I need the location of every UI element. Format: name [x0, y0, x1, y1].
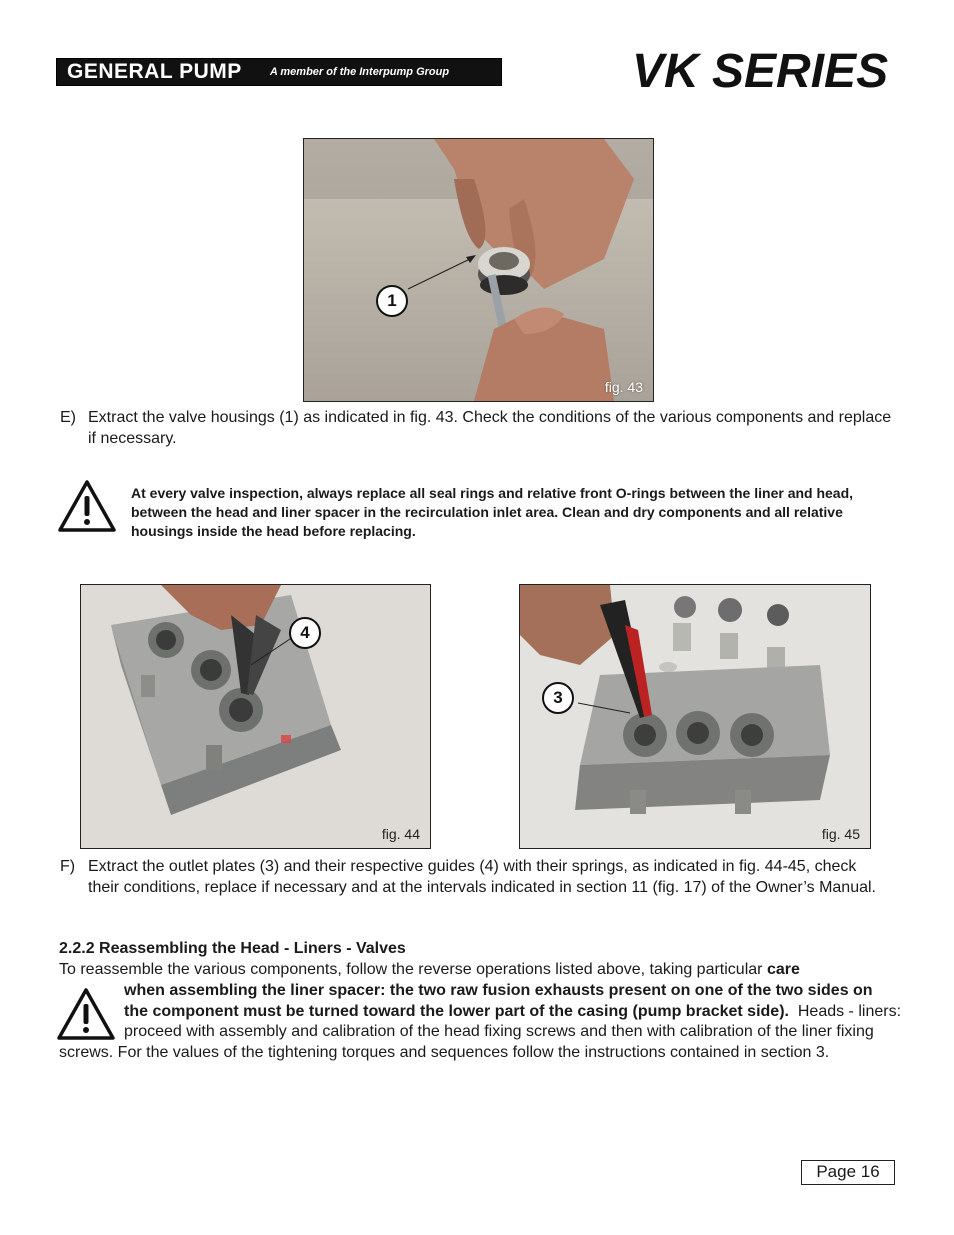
figure-43	[303, 138, 654, 402]
section-rest: Heads - liners: proceed with assembly and calibration of the head fixing screws and then with calibration of the liner fixing screws. For the values of the tightening torques and sequences follow the instructions contained in section 3.	[59, 1002, 902, 1061]
warning-1-text: At every valve inspection, always replace all seal rings and relative front O-rings between the liner and head, between the head and liner spacer in the recirculation inlet area. Clean and dry components and all relative housings inside the head before replacing.	[131, 485, 854, 539]
fig-45-callout: 3	[542, 682, 574, 714]
fig-45-photo	[520, 585, 870, 848]
fig-45-caption: fig. 45	[821, 826, 860, 842]
series-title: VK SERIES	[632, 45, 889, 98]
brand-bar	[56, 58, 502, 86]
step-f-text: Extract the outlet plates (3) and their respective guides (4) with their springs, as indicated in fig. 44-45, check their conditions, replace if necessary and at the intervals indicated in section 11 (fig. 17) of the Owner’s Manual.	[88, 858, 876, 896]
figure-44	[80, 584, 431, 849]
figure-45	[519, 584, 871, 849]
step-e	[60, 408, 900, 449]
section-body	[59, 981, 901, 1063]
section-intro: To reassemble the various components, follow the reverse operations listed above, taking particular	[59, 961, 763, 978]
brand-name: GENERAL PUMP	[67, 60, 242, 83]
section-heading: 2.2.2 Reassembling the Head - Liners - Valves	[59, 940, 406, 957]
page-number: Page 16	[801, 1160, 895, 1185]
step-f	[60, 857, 880, 898]
warning-triangle-icon	[57, 478, 117, 539]
fig-44-photo	[81, 585, 430, 848]
fig-44-caption: fig. 44	[381, 826, 420, 842]
step-e-text: Extract the valve housings (1) as indicated in fig. 43. Check the conditions of the various components and replace if necessary.	[88, 409, 892, 447]
fig-43-photo	[304, 139, 653, 401]
section-bold-1: care	[766, 961, 800, 978]
step-f-label: F)	[60, 858, 76, 875]
fig-44-callout: 4	[289, 617, 321, 649]
brand-tagline: A member of the Interpump Group	[269, 66, 450, 78]
fig-43-callout: 1	[376, 285, 408, 317]
section-line-1	[59, 960, 904, 981]
icon-spacer	[59, 981, 124, 1042]
fig-43-caption: fig. 43	[604, 379, 643, 395]
step-e-label: E)	[60, 409, 76, 426]
section-bold-2: when assembling the liner spacer: the two raw fusion exhausts present on one of the two sides on the component must be turned toward the lower part of the casing (pump bracket side).	[124, 982, 873, 1020]
